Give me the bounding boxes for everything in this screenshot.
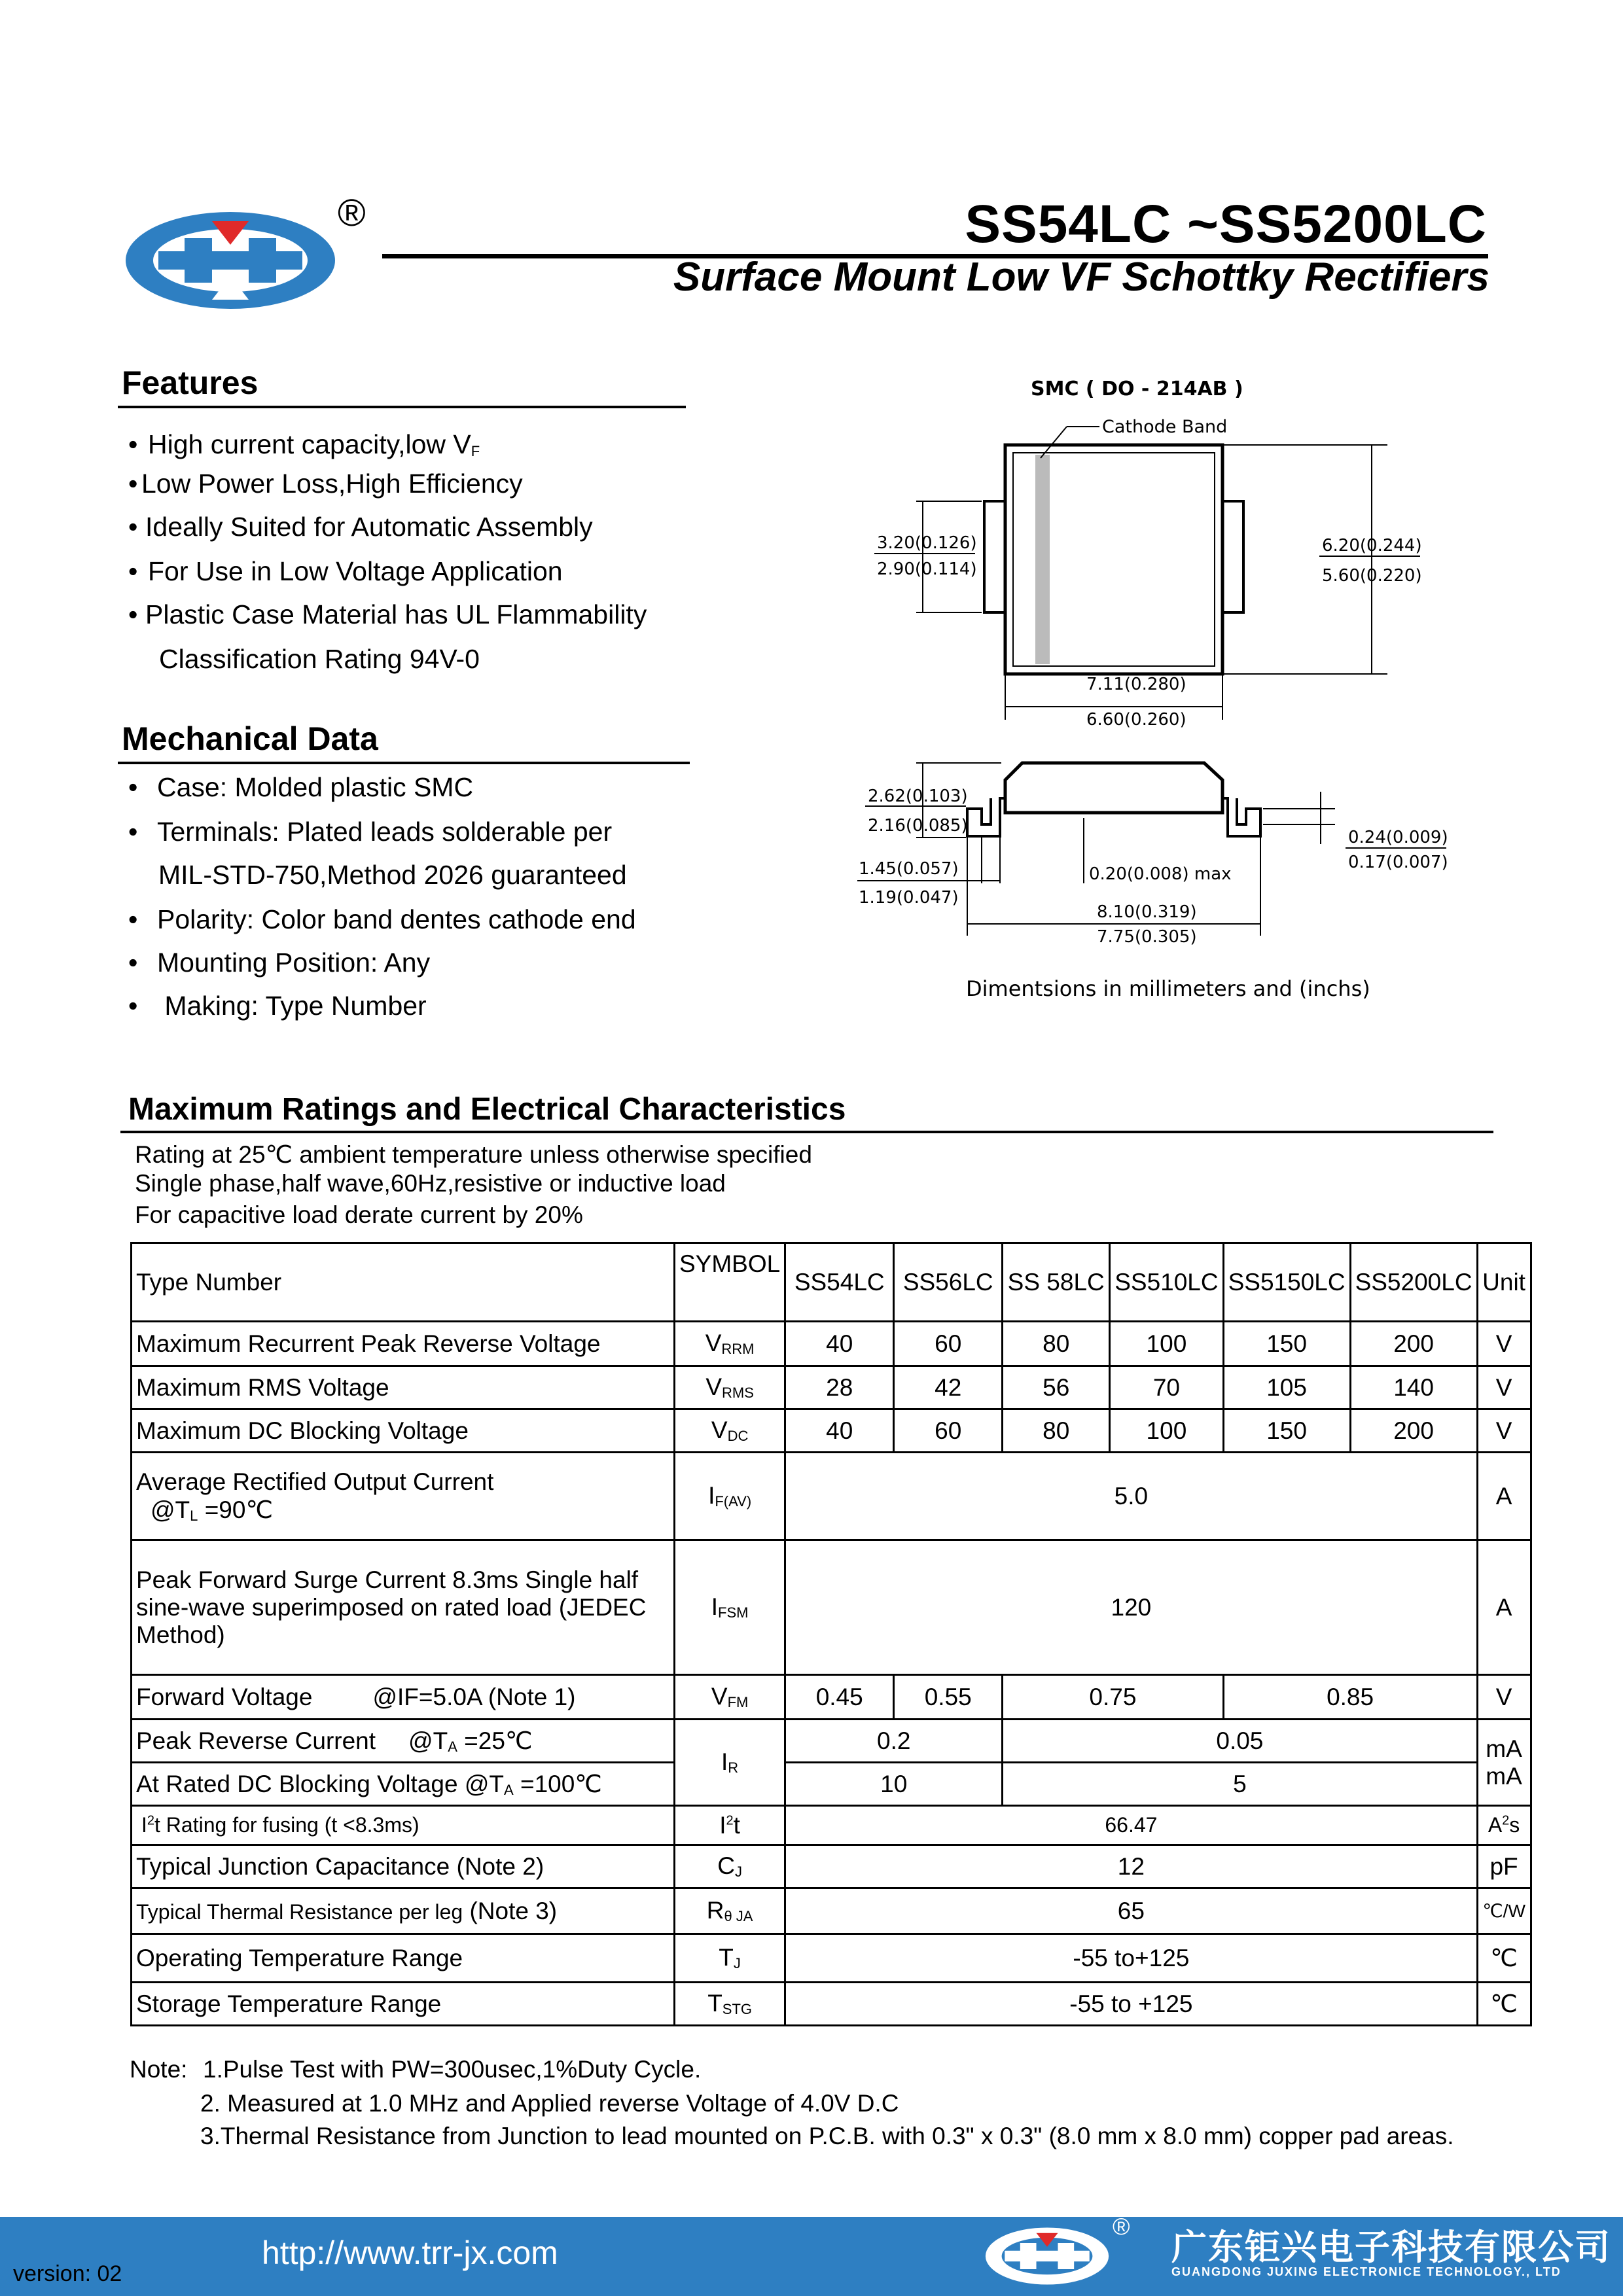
value-cell: 200 xyxy=(1350,1409,1477,1453)
unit-cell: ℃ xyxy=(1477,1983,1531,2026)
unit-cell: A xyxy=(1477,1453,1531,1540)
value-cell: 0.05 xyxy=(1003,1720,1477,1763)
ratings-heading: Maximum Ratings and Electrical Characteristics xyxy=(128,1092,846,1127)
value-cell: 60 xyxy=(894,1322,1003,1366)
features-rule xyxy=(118,406,686,408)
header-model: SS54LC xyxy=(785,1243,894,1322)
table-row xyxy=(132,1888,1531,1934)
param-cell: Maximum DC Blocking Voltage xyxy=(132,1409,675,1453)
param-cell: Typical Junction Capacitance (Note 2) xyxy=(132,1845,675,1888)
value-cell: 5 xyxy=(1003,1763,1477,1806)
dim-label: 2.16(0.085) xyxy=(868,816,968,836)
table-row xyxy=(132,1366,1531,1409)
param-cell: Forward Voltage @IF=5.0A (Note 1) xyxy=(132,1675,675,1720)
table-row xyxy=(132,1675,1531,1720)
value-cell: 0.75 xyxy=(1003,1675,1223,1720)
unit-cell: ℃ xyxy=(1477,1934,1531,1983)
value-cell: 0.85 xyxy=(1223,1675,1477,1720)
feature-item: Classification Rating 94V-0 xyxy=(159,644,480,674)
value-cell: 66.47 xyxy=(785,1806,1477,1845)
value-cell: 150 xyxy=(1223,1409,1350,1453)
mechanical-item: • Case: Molded plastic SMC xyxy=(128,772,474,802)
symbol-cell: $T_{STG}$ xyxy=(675,1983,785,2026)
param-cell: Peak Forward Surge Current 8.3ms Single half sine-wave superimposed on rated load (JEDEC Method) xyxy=(132,1540,675,1675)
value-cell: 140 xyxy=(1350,1366,1477,1409)
symbol-cell: $R_{\theta JA}$ xyxy=(675,1888,785,1934)
value-cell: 56 xyxy=(1003,1366,1110,1409)
table-header-row xyxy=(132,1243,1531,1322)
symbol-cell: $V_{RRM}$ xyxy=(675,1322,785,1366)
unit-cell: A xyxy=(1477,1540,1531,1675)
brand-logo xyxy=(119,208,342,313)
param-cell: Storage Temperature Range xyxy=(132,1983,675,2026)
value-cell: 100 xyxy=(1110,1322,1223,1366)
dim-label: 8.10(0.319) xyxy=(1097,902,1197,922)
symbol-cell: $C_J$ xyxy=(675,1845,785,1888)
ratings-table xyxy=(130,1242,1532,2026)
feature-item: • Low Power Loss,High Efficiency xyxy=(128,468,523,499)
symbol-cell: $I^2t$ xyxy=(675,1806,785,1845)
footer-logo xyxy=(982,2223,1113,2289)
feature-item: • High current capacity,low $V_F$ xyxy=(128,429,480,459)
features-heading: Features xyxy=(122,364,259,401)
company-name-en: GUANGDONG JUXING ELECTRONICE TECHNOLOGY., LTD xyxy=(1171,2265,1561,2278)
ratings-intro: Single phase,half wave,60Hz,resistive or inductive load xyxy=(135,1170,726,1197)
table-row xyxy=(132,1845,1531,1888)
unit-cell: V xyxy=(1477,1409,1531,1453)
value-cell: 100 xyxy=(1110,1409,1223,1453)
unit-cell: V xyxy=(1477,1366,1531,1409)
value-cell: 200 xyxy=(1350,1322,1477,1366)
unit-cell: mA mA xyxy=(1477,1720,1531,1806)
package-label: SMC ( DO - 214AB ) xyxy=(1031,378,1243,400)
table-row xyxy=(132,1720,1531,1763)
note-label: Note: xyxy=(130,2056,188,2083)
value-cell: 0.2 xyxy=(785,1720,1003,1763)
mechanical-rule xyxy=(118,762,690,764)
param-cell: Typical Thermal Resistance per leg (Note 3) xyxy=(132,1888,675,1934)
param-cell: Peak Reverse Current $@T_A$ =25℃ xyxy=(132,1720,675,1763)
footer-registered-mark: ® xyxy=(1113,2213,1130,2240)
value-cell: 65 xyxy=(785,1888,1477,1934)
symbol-cell: $V_{FM}$ xyxy=(675,1675,785,1720)
value-cell: 80 xyxy=(1003,1409,1110,1453)
dim-label: 0.17(0.007) xyxy=(1348,853,1448,872)
ratings-intro: Rating at 25℃ ambient temperature unless otherwise specified xyxy=(135,1141,812,1168)
mechanical-heading: Mechanical Data xyxy=(122,720,378,757)
header-unit: Unit xyxy=(1477,1243,1531,1322)
table-row xyxy=(132,1806,1531,1845)
value-cell: 105 xyxy=(1223,1366,1350,1409)
note-2: 2. Measured at 1.0 MHz and Applied reverse Voltage of 4.0V D.C xyxy=(200,2090,899,2117)
value-cell: 150 xyxy=(1223,1322,1350,1366)
registered-mark: ® xyxy=(338,192,366,234)
dim-label: 1.19(0.047) xyxy=(859,888,959,908)
header-model: SS5150LC xyxy=(1223,1243,1350,1322)
feature-item: • Plastic Case Material has UL Flammability xyxy=(128,599,647,629)
ratings-rule xyxy=(120,1131,1493,1133)
unit-cell: ℃/W xyxy=(1477,1888,1531,1934)
value-cell: 28 xyxy=(785,1366,894,1409)
cathode-label: Cathode Band xyxy=(1102,417,1228,437)
table-row xyxy=(132,1983,1531,2026)
package-drawing xyxy=(851,366,1479,1021)
value-cell: 40 xyxy=(785,1409,894,1453)
dim-label: 0.24(0.009) xyxy=(1348,828,1448,847)
note-3: 3.Thermal Resistance from Junction to lead mounted on P.C.B. with 0.3" x 0.3" (8.0 mm x 8.0 mm) copper pad areas. xyxy=(200,2123,1454,2149)
param-cell: $I^2t$ Rating for fusing (t <8.3ms) xyxy=(132,1806,675,1845)
value-cell: 0.55 xyxy=(894,1675,1003,1720)
value-cell: 80 xyxy=(1003,1322,1110,1366)
value-cell: 10 xyxy=(785,1763,1003,1806)
header-type: Type Number xyxy=(132,1243,675,1322)
value-cell: -55 to +125 xyxy=(785,1983,1477,2026)
feature-item: • For Use in Low Voltage Application xyxy=(128,556,563,586)
param-cell: Operating Temperature Range xyxy=(132,1934,675,1983)
note-1: 1.Pulse Test with PW=300usec,1%Duty Cycle. xyxy=(203,2056,702,2083)
header-symbol: SYMBOL xyxy=(675,1243,785,1322)
symbol-cell: $I_{FSM}$ xyxy=(675,1540,785,1675)
header-model: SS5200LC xyxy=(1350,1243,1477,1322)
param-cell: Average Rectified Output Current $@T_L$ =90℃ xyxy=(132,1453,675,1540)
mechanical-item: MIL-STD-750,Method 2026 guaranteed xyxy=(158,860,627,890)
unit-cell: V xyxy=(1477,1322,1531,1366)
table-row xyxy=(132,1934,1531,1983)
dim-label: 3.20(0.126) xyxy=(877,533,977,553)
value-cell: 60 xyxy=(894,1409,1003,1453)
param-cell: Maximum RMS Voltage xyxy=(132,1366,675,1409)
value-cell: 120 xyxy=(785,1540,1477,1675)
mechanical-item: • Polarity: Color band dentes cathode end xyxy=(128,904,636,934)
dim-label: 2.90(0.114) xyxy=(877,559,977,579)
dim-label: 6.20(0.244) xyxy=(1322,536,1422,556)
value-cell: 5.0 xyxy=(785,1453,1477,1540)
version-label: version: 02 xyxy=(13,2261,122,2286)
value-cell: -55 to+125 xyxy=(785,1934,1477,1983)
company-name-cn: 广东钜兴电子科技有限公司 xyxy=(1171,2228,1611,2267)
dim-label: 7.75(0.305) xyxy=(1097,927,1197,947)
dim-label: 6.60(0.260) xyxy=(1086,710,1186,730)
symbol-cell: $V_{DC}$ xyxy=(675,1409,785,1453)
table-row xyxy=(132,1540,1531,1675)
header-model: SS 58LC xyxy=(1003,1243,1110,1322)
symbol-cell: $I_R$ xyxy=(675,1720,785,1806)
table-row xyxy=(132,1763,1531,1806)
ratings-intro: For capacitive load derate current by 20% xyxy=(135,1201,583,1228)
mechanical-item: • Terminals: Plated leads solderable per xyxy=(128,817,613,847)
page-subtitle: Surface Mount Low VF Schottky Rectifiers xyxy=(673,255,1489,300)
header-model: SS56LC xyxy=(894,1243,1003,1322)
mechanical-item: • Mounting Position: Any xyxy=(128,947,431,978)
symbol-cell: $I_{F(AV)}$ xyxy=(675,1453,785,1540)
value-cell: 0.45 xyxy=(785,1675,894,1720)
website-link[interactable]: http://www.trr-jx.com xyxy=(262,2234,558,2271)
unit-cell: pF xyxy=(1477,1845,1531,1888)
value-cell: 12 xyxy=(785,1845,1477,1888)
feature-item: • Ideally Suited for Automatic Assembly xyxy=(128,512,593,542)
dim-label: 5.60(0.220) xyxy=(1322,566,1422,586)
mechanical-item: • Making: Type Number xyxy=(128,991,427,1021)
value-cell: 70 xyxy=(1110,1366,1223,1409)
table-row xyxy=(132,1322,1531,1366)
param-cell: At Rated DC Blocking Voltage $@T_A$ =100℃ xyxy=(132,1763,675,1806)
drawing-caption: Dimentsions in millimeters and (inchs) xyxy=(966,976,1370,1001)
dim-label: 7.11(0.280) xyxy=(1086,675,1186,694)
unit-cell: V xyxy=(1477,1675,1531,1720)
unit-cell: $A^2s$ xyxy=(1477,1806,1531,1845)
dim-label: 1.45(0.057) xyxy=(859,859,959,879)
dim-label: 2.62(0.103) xyxy=(868,786,968,806)
value-cell: 42 xyxy=(894,1366,1003,1409)
header-model: SS510LC xyxy=(1110,1243,1223,1322)
param-cell: Maximum Recurrent Peak Reverse Voltage xyxy=(132,1322,675,1366)
value-cell: 40 xyxy=(785,1322,894,1366)
dim-label: 0.20(0.008) max xyxy=(1089,864,1232,884)
symbol-cell: $T_J$ xyxy=(675,1934,785,1983)
page-title: SS54LC ~SS5200LC xyxy=(965,194,1487,254)
table-row xyxy=(132,1409,1531,1453)
symbol-cell: $V_{RMS}$ xyxy=(675,1366,785,1409)
table-row xyxy=(132,1453,1531,1540)
